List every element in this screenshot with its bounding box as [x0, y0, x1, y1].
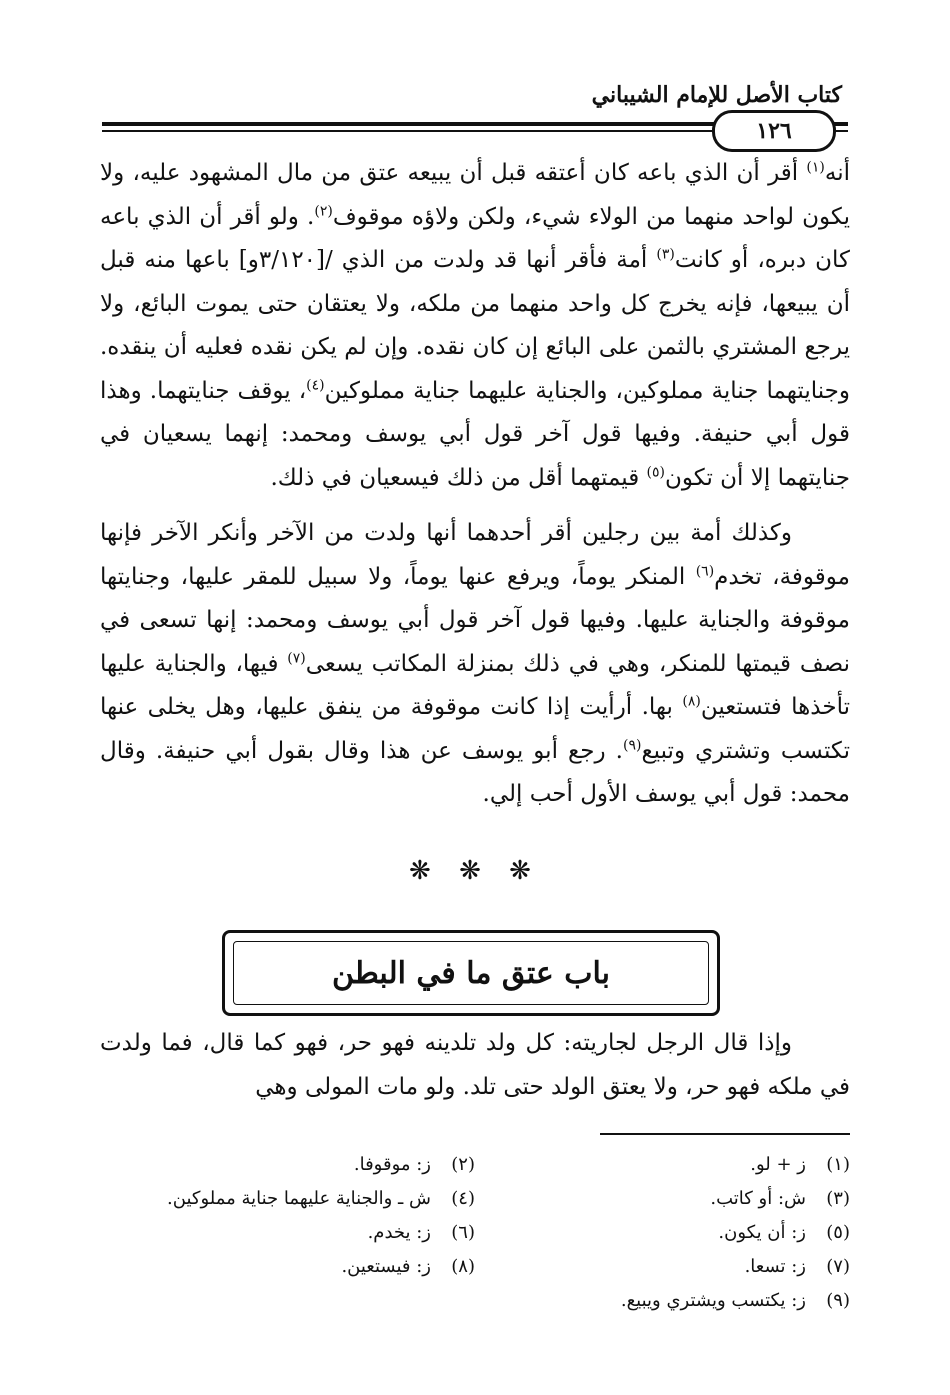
- footnote-marker[interactable]: (٨): [682, 693, 701, 710]
- text-run: المنكر يوماً، ويرفع عنها يوماً، ولا سبيل للمقر عليها، وجنايتها موقوفة والجناية عليها. وفيها قول آخر قول أبي يوسف ومحمد: إنها تسعى في نصف قيمتها للمنكر، وهي في ذلك بمنزلة المكاتب يسعى: [100, 563, 850, 677]
- text-run: . رجع أبو يوسف عن هذا وقال بقول أبي حنيفة. وقال محمد: قول أبي يوسف الأول أحب إلي.: [100, 737, 850, 807]
- footnote-row: [100, 1216, 850, 1250]
- footnote-marker[interactable]: (٦): [695, 562, 715, 579]
- footnote-text: ز: موقوفا.: [353, 1154, 431, 1175]
- footnotes: [100, 1148, 850, 1318]
- footnote-number: (٧): [826, 1256, 850, 1277]
- footnote-number: (٤): [451, 1188, 475, 1209]
- footnote-item: [475, 1250, 850, 1284]
- text-run: ، يوقف جنايتهما. وهذا قول أبي حنيفة. وفيها قول آخر قول أبي يوسف ومحمد: إنهما يسعيان في جنايتهما إلا أن تكون: [100, 377, 850, 491]
- text-run: قيمتهما أقل من ذلك فيسعيان في ذلك.: [270, 464, 647, 491]
- text-run: أقر أن الذي باعه كان أعتقه قبل أن يبيعه عتق من مال المشهود عليه، ولا يكون لواحد منهما من الولاء شيء، ولكن ولاؤه موقوف: [100, 160, 850, 230]
- running-title: كتاب الأصل للإمام الشيباني: [591, 82, 842, 108]
- text-run: بها. أرأيت إذا كانت موقوفة من ينفق عليها، وهل يخلى عنها تكتسب وتشتري وتبيع: [100, 694, 850, 764]
- footnote-text: ز: أن يكون.: [718, 1222, 806, 1243]
- chapter-text: [100, 1022, 850, 1109]
- footnote-marker[interactable]: (٩): [622, 736, 642, 753]
- footnote-number: (١): [826, 1154, 850, 1175]
- footnote-item: [100, 1148, 475, 1182]
- footnote-marker[interactable]: (٢): [314, 202, 333, 219]
- footnote-marker[interactable]: (١): [806, 159, 825, 176]
- footnote-number: (٥): [826, 1222, 850, 1243]
- footnote-number: (٩): [826, 1290, 850, 1311]
- footnote-marker[interactable]: (٤): [306, 376, 325, 393]
- footnote-number: (٣): [826, 1188, 850, 1209]
- footnote-marker[interactable]: (٣): [656, 246, 675, 263]
- paragraph-3: وإذا قال الرجل لجاريته: كل ولد تلدينه فهو حر، فهو كما قال، فما ولدت في ملكه فهو حر، ولا يعتق الولد حتى تلد. ولو مات المولى وهي: [100, 1030, 850, 1100]
- footnote-item: [100, 1250, 475, 1284]
- footnote-item: [475, 1148, 850, 1182]
- footnote-item: [100, 1182, 475, 1216]
- page-number-badge: [712, 110, 836, 152]
- footnote-item: [100, 1216, 475, 1250]
- footnote-text: ز: فيستعين.: [341, 1256, 431, 1277]
- footnote-marker[interactable]: (٥): [646, 463, 665, 480]
- footnote-marker[interactable]: (٧): [287, 649, 306, 666]
- footnote-row: [100, 1148, 850, 1182]
- page-number: ١٢٦: [756, 118, 792, 144]
- footnote-text: ش ـ والجناية عليهما جناية مملوكين.: [167, 1188, 431, 1209]
- main-text: [100, 152, 850, 817]
- chapter-heading-frame: [222, 930, 720, 1016]
- footnote-item: [475, 1284, 850, 1318]
- footnote-number: (٢): [451, 1154, 475, 1175]
- text-run: أمة فأقر أنها قد ولدت من الذي /[٣/١٢٠و] باعها منه قبل أن يبيعها، فإنه يخرج كل واحد منهما من ملكه، ولا يعتقان حتى يموت البائع، ولا يرجع المشتري بالثمن على البائع إن كان نقده. وإن لم يكن نقده فعليه أن ينقده. وجنايتهما جناية مملوكين، والجناية عليهما جناية مملوكين: [100, 247, 850, 404]
- footnote-text: ز: يكتسب ويشتري ويبيع.: [620, 1290, 806, 1311]
- footnote-text: ز: تسعا.: [744, 1256, 806, 1277]
- paragraph-2: [100, 512, 850, 817]
- footnote-number: (٦): [451, 1222, 475, 1243]
- text-run: فيها، والجناية عليها تأخذها فتستعين: [100, 650, 850, 720]
- footnote-row: [100, 1182, 850, 1216]
- text-run: وكذلك أمة بين رجلين أقر أحدهما أنها ولدت من الآخر وأنكر الآخر فإنها موقوفة، تخدم: [100, 520, 850, 590]
- footnote-separator: [600, 1133, 850, 1135]
- footnote-text: ش: أو كاتب.: [710, 1188, 806, 1209]
- footnote-text: ز: يخدم.: [367, 1222, 431, 1243]
- text-run: . ولو أقر أن الذي باعه كان دبره، أو كانت: [100, 203, 850, 273]
- footnote-number: (٨): [451, 1256, 475, 1277]
- paragraph-1: [100, 152, 850, 500]
- chapter-title: باب عتق ما في البطن: [331, 955, 610, 991]
- footnote-row: [100, 1284, 850, 1318]
- footnote-text: ز + لو.: [750, 1154, 806, 1175]
- section-ornament: ❋ ❋ ❋: [409, 856, 541, 886]
- text-run: أنه: [824, 160, 850, 186]
- footnote-row: [100, 1250, 850, 1284]
- footnote-item: [475, 1182, 850, 1216]
- footnote-item: [475, 1216, 850, 1250]
- chapter-heading-inner-frame: [233, 941, 709, 1005]
